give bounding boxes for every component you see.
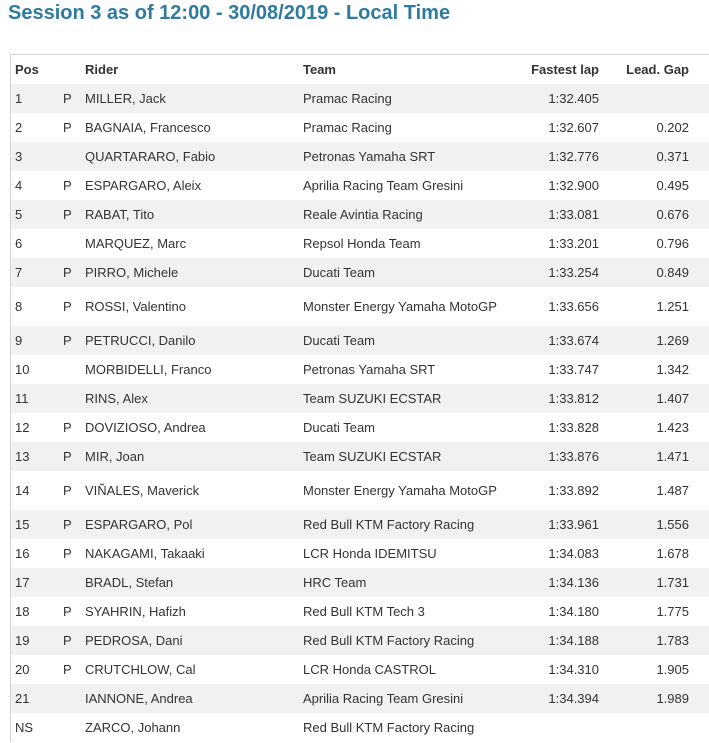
cell-flag: P <box>63 333 72 348</box>
cell-flag: P <box>63 299 72 314</box>
cell-pos: 12 <box>15 420 30 435</box>
cell-flag: P <box>63 633 72 648</box>
cell-fastest-lap: 1:33.254 <box>548 265 599 280</box>
cell-rider: MORBIDELLI, Franco <box>85 362 212 377</box>
cell-lead-gap: 0.202 <box>656 120 689 135</box>
table-row <box>11 510 709 539</box>
cell-team: Ducati Team <box>303 265 376 280</box>
cell-lead-gap: 0.371 <box>656 149 689 164</box>
cell-flag <box>57 568 81 597</box>
cell-pos: 1 <box>15 91 23 106</box>
cell-team: Ducati Team <box>303 333 376 348</box>
cell-lead-gap: 1.678 <box>656 546 689 561</box>
cell-rider: MARQUEZ, Marc <box>85 236 187 251</box>
cell-pos: 18 <box>15 604 30 619</box>
cell-flag <box>57 355 81 384</box>
table-row <box>11 626 709 655</box>
cell-team: Petronas Yamaha SRT <box>303 362 436 377</box>
page-title: Session 3 as of 12:00 - 30/08/2019 - Local Time <box>8 2 451 24</box>
column-header-rider: Rider <box>85 62 119 77</box>
cell-team: Pramac Racing <box>303 120 392 135</box>
cell-fastest-lap: 1:32.405 <box>548 91 599 106</box>
table-row <box>11 200 709 229</box>
cell-team: HRC Team <box>303 575 367 590</box>
cell-team: Petronas Yamaha SRT <box>303 149 436 164</box>
cell-fastest-lap: 1:33.828 <box>548 420 599 435</box>
cell-pos: 17 <box>15 575 30 590</box>
cell-rider: PEDROSA, Dani <box>85 633 183 648</box>
column-header-fastest-lap: Fastest lap <box>531 62 599 77</box>
cell-team: Red Bull KTM Factory Racing <box>303 720 475 735</box>
cell-pos: 19 <box>15 633 30 648</box>
cell-rider: MILLER, Jack <box>85 91 166 106</box>
cell-flag: P <box>63 604 72 619</box>
cell-fastest-lap: 1:33.674 <box>548 333 599 348</box>
cell-fastest-lap: 1:32.776 <box>548 149 599 164</box>
cell-lead-gap <box>605 84 709 113</box>
cell-fastest-lap: 1:33.892 <box>548 483 599 498</box>
column-header-team: Team <box>303 62 336 77</box>
table-row <box>11 539 709 568</box>
cell-pos: NS <box>15 720 34 735</box>
cell-team: LCR Honda CASTROL <box>303 662 436 677</box>
cell-flag <box>57 713 81 742</box>
results-table <box>11 55 709 742</box>
cell-lead-gap: 1.989 <box>656 691 689 706</box>
cell-pos: 11 <box>15 391 29 406</box>
cell-team: Aprilia Racing Team Gresini <box>303 691 464 706</box>
cell-rider: MIR, Joan <box>85 449 145 464</box>
cell-flag: P <box>63 662 72 677</box>
cell-fastest-lap: 1:33.081 <box>548 207 599 222</box>
cell-lead-gap <box>605 713 709 742</box>
cell-rider: IANNONE, Andrea <box>85 691 193 706</box>
table-row <box>11 655 709 684</box>
table-row <box>11 229 709 258</box>
cell-rider: PIRRO, Michele <box>85 265 179 280</box>
cell-flag: P <box>63 546 72 561</box>
cell-rider: ESPARGARO, Pol <box>85 517 193 532</box>
cell-fastest-lap: 1:34.310 <box>548 662 599 677</box>
cell-fastest-lap: 1:32.900 <box>548 178 599 193</box>
cell-flag: P <box>63 178 72 193</box>
table-row <box>11 355 709 384</box>
cell-team: Red Bull KTM Factory Racing <box>303 517 475 532</box>
cell-lead-gap: 1.471 <box>656 449 689 464</box>
table-row <box>11 384 709 413</box>
table-row <box>11 287 709 326</box>
cell-flag: P <box>63 120 72 135</box>
cell-flag: P <box>63 449 72 464</box>
cell-lead-gap: 1.423 <box>656 420 689 435</box>
cell-flag: P <box>63 517 72 532</box>
cell-fastest-lap <box>517 713 605 742</box>
cell-fastest-lap: 1:33.812 <box>548 391 599 406</box>
cell-rider: SYAHRIN, Hafizh <box>85 604 186 619</box>
cell-flag <box>57 229 81 258</box>
results-table-container <box>10 54 709 742</box>
cell-lead-gap: 1.775 <box>656 604 689 619</box>
cell-flag <box>57 142 81 171</box>
cell-lead-gap: 1.487 <box>656 483 689 498</box>
cell-team: Monster Energy Yamaha MotoGP <box>303 483 497 498</box>
table-row <box>11 568 709 597</box>
cell-rider: NAKAGAMI, Takaaki <box>85 546 205 561</box>
cell-lead-gap: 1.342 <box>656 362 689 377</box>
cell-flag: P <box>63 483 72 498</box>
cell-pos: 15 <box>15 517 30 532</box>
cell-lead-gap: 1.407 <box>656 391 689 406</box>
table-row <box>11 258 709 287</box>
cell-rider: ROSSI, Valentino <box>85 299 186 314</box>
cell-fastest-lap: 1:33.961 <box>548 517 599 532</box>
cell-rider: BRADL, Stefan <box>85 575 174 590</box>
column-header-pos: Pos <box>15 62 39 77</box>
cell-team: Red Bull KTM Tech 3 <box>303 604 425 619</box>
cell-team: Pramac Racing <box>303 91 392 106</box>
cell-pos: 10 <box>15 362 30 377</box>
table-row <box>11 326 709 355</box>
cell-lead-gap: 1.783 <box>656 633 689 648</box>
cell-pos: 21 <box>15 691 30 706</box>
column-header-flag <box>57 55 81 84</box>
cell-pos: 4 <box>15 178 23 193</box>
cell-pos: 7 <box>15 265 23 280</box>
cell-team: Ducati Team <box>303 420 376 435</box>
cell-rider: BAGNAIA, Francesco <box>85 120 211 135</box>
cell-rider: RINS, Alex <box>85 391 148 406</box>
cell-lead-gap: 1.731 <box>656 575 689 590</box>
cell-rider: RABAT, Tito <box>85 207 155 222</box>
table-row <box>11 142 709 171</box>
table-row <box>11 171 709 200</box>
cell-rider: DOVIZIOSO, Andrea <box>85 420 206 435</box>
cell-lead-gap: 0.796 <box>656 236 689 251</box>
cell-fastest-lap: 1:32.607 <box>548 120 599 135</box>
cell-pos: 3 <box>15 149 23 164</box>
cell-pos: 9 <box>15 333 23 348</box>
cell-team: Monster Energy Yamaha MotoGP <box>303 299 497 314</box>
cell-lead-gap: 0.849 <box>656 265 689 280</box>
table-row <box>11 713 709 742</box>
cell-lead-gap: 0.676 <box>656 207 689 222</box>
cell-rider: QUARTARARO, Fabio <box>85 149 216 164</box>
cell-lead-gap: 1.269 <box>656 333 689 348</box>
cell-pos: 8 <box>15 299 23 314</box>
cell-team: Aprilia Racing Team Gresini <box>303 178 464 193</box>
cell-pos: 2 <box>15 120 23 135</box>
column-header-lead-gap: Lead. Gap <box>626 62 689 77</box>
table-row <box>11 113 709 142</box>
cell-flag: P <box>63 91 72 106</box>
table-header-row <box>11 55 709 84</box>
cell-rider: ZARCO, Johann <box>85 720 181 735</box>
cell-fastest-lap: 1:34.083 <box>548 546 599 561</box>
cell-fastest-lap: 1:33.656 <box>548 299 599 314</box>
cell-fastest-lap: 1:33.747 <box>548 362 599 377</box>
cell-team: Red Bull KTM Factory Racing <box>303 633 475 648</box>
cell-pos: 16 <box>15 546 30 561</box>
cell-team: Repsol Honda Team <box>303 236 421 251</box>
cell-fastest-lap: 1:33.201 <box>548 236 599 251</box>
table-row <box>11 471 709 510</box>
table-row <box>11 597 709 626</box>
table-row <box>11 442 709 471</box>
cell-team: Team SUZUKI ECSTAR <box>303 449 442 464</box>
cell-flag: P <box>63 207 72 222</box>
cell-team: Reale Avintia Racing <box>303 207 423 222</box>
cell-fastest-lap: 1:34.394 <box>548 691 599 706</box>
cell-rider: VIÑALES, Maverick <box>85 483 200 498</box>
cell-flag: P <box>63 265 72 280</box>
cell-pos: 20 <box>15 662 30 677</box>
cell-rider: CRUTCHLOW, Cal <box>85 662 196 677</box>
cell-pos: 5 <box>15 207 23 222</box>
cell-lead-gap: 0.495 <box>656 178 689 193</box>
cell-fastest-lap: 1:34.180 <box>548 604 599 619</box>
cell-pos: 13 <box>15 449 30 464</box>
cell-flag <box>57 684 81 713</box>
cell-fastest-lap: 1:34.136 <box>548 575 599 590</box>
cell-team: LCR Honda IDEMITSU <box>303 546 437 561</box>
cell-fastest-lap: 1:33.876 <box>548 449 599 464</box>
cell-lead-gap: 1.556 <box>656 517 689 532</box>
cell-pos: 6 <box>15 236 23 251</box>
cell-lead-gap: 1.905 <box>656 662 689 677</box>
cell-fastest-lap: 1:34.188 <box>548 633 599 648</box>
cell-flag: P <box>63 420 72 435</box>
table-row <box>11 413 709 442</box>
table-row <box>11 84 709 113</box>
cell-rider: ESPARGARO, Aleix <box>85 178 202 193</box>
cell-lead-gap: 1.251 <box>656 299 689 314</box>
cell-flag <box>57 384 81 413</box>
cell-rider: PETRUCCI, Danilo <box>85 333 196 348</box>
cell-team: Team SUZUKI ECSTAR <box>303 391 442 406</box>
cell-pos: 14 <box>15 483 30 498</box>
table-row <box>11 684 709 713</box>
